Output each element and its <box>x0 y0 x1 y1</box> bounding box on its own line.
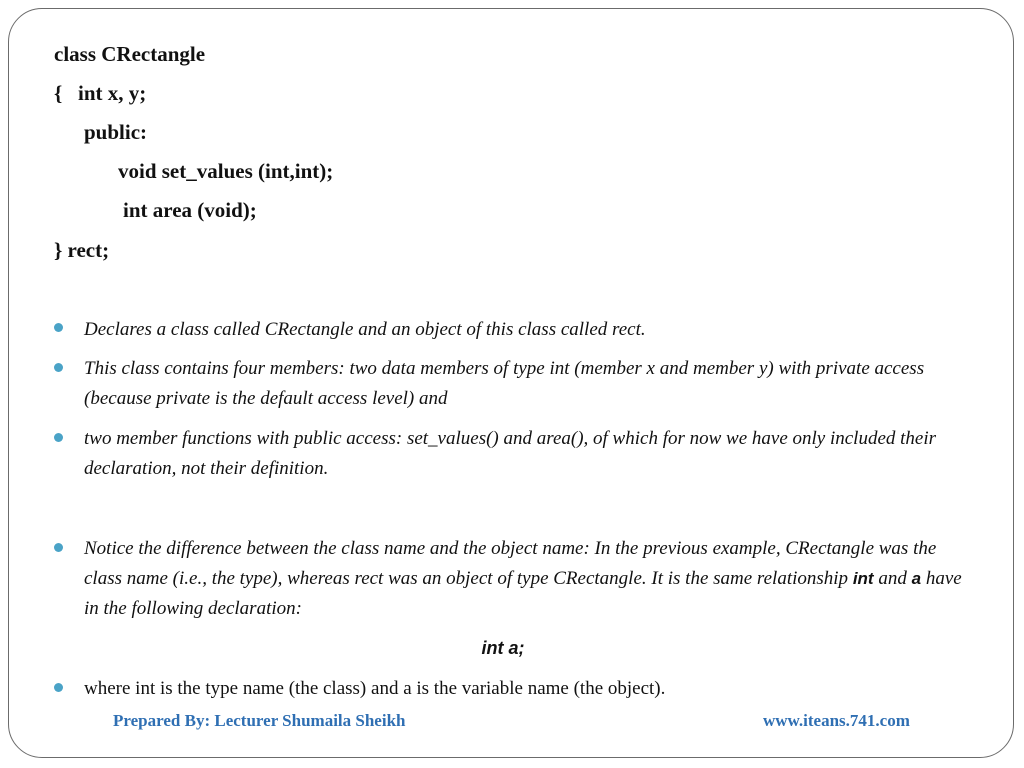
bullet-dot <box>54 323 63 332</box>
notice-text: Notice the difference between the class name and the object name: In the previous example, CRectangle was the class name (i.e., the type), whereas rect was an object of type CRectangle. It is the same relationship <box>84 538 937 589</box>
bullet-dot <box>54 683 63 692</box>
declaration-example: int a; <box>481 638 525 658</box>
bullet-dot <box>54 433 63 442</box>
notice-and: and <box>878 568 907 589</box>
code-line-members: { int x, y; <box>54 81 147 105</box>
bullet-dot <box>54 543 63 552</box>
bullet-text-declares: Declares a class called CRectangle and an object of this class called rect. <box>84 319 646 340</box>
code-line-close: } rect; <box>54 238 110 262</box>
code-line-class: class CRectangle <box>54 42 206 66</box>
code-line-public: public: <box>84 120 148 144</box>
code-line-area: int area (void); <box>123 198 257 222</box>
footer-website: www.iteans.741.com <box>763 711 910 730</box>
bullet-text-where: where int is the type name (the class) and a is the variable name (the object). <box>84 678 666 699</box>
code-line-set-values: void set_values (int,int); <box>118 159 334 183</box>
keyword-int: int <box>852 569 874 588</box>
notice-text-end: have in the following declaration: <box>84 568 962 619</box>
bullet-text-members: This class contains four members: two data members of type int (member x and member y) with private access (because private is the default access level) and <box>84 358 925 409</box>
bullet-text-notice <box>84 534 964 624</box>
bullet-text-functions: two member functions with public access: set_values() and area(), of which for now we have only included their declaration, not their definition. <box>84 428 937 479</box>
footer-author: Prepared By: Lecturer Shumaila Sheikh <box>113 711 406 730</box>
keyword-a: a <box>911 569 922 588</box>
bullet-dot <box>54 363 63 372</box>
